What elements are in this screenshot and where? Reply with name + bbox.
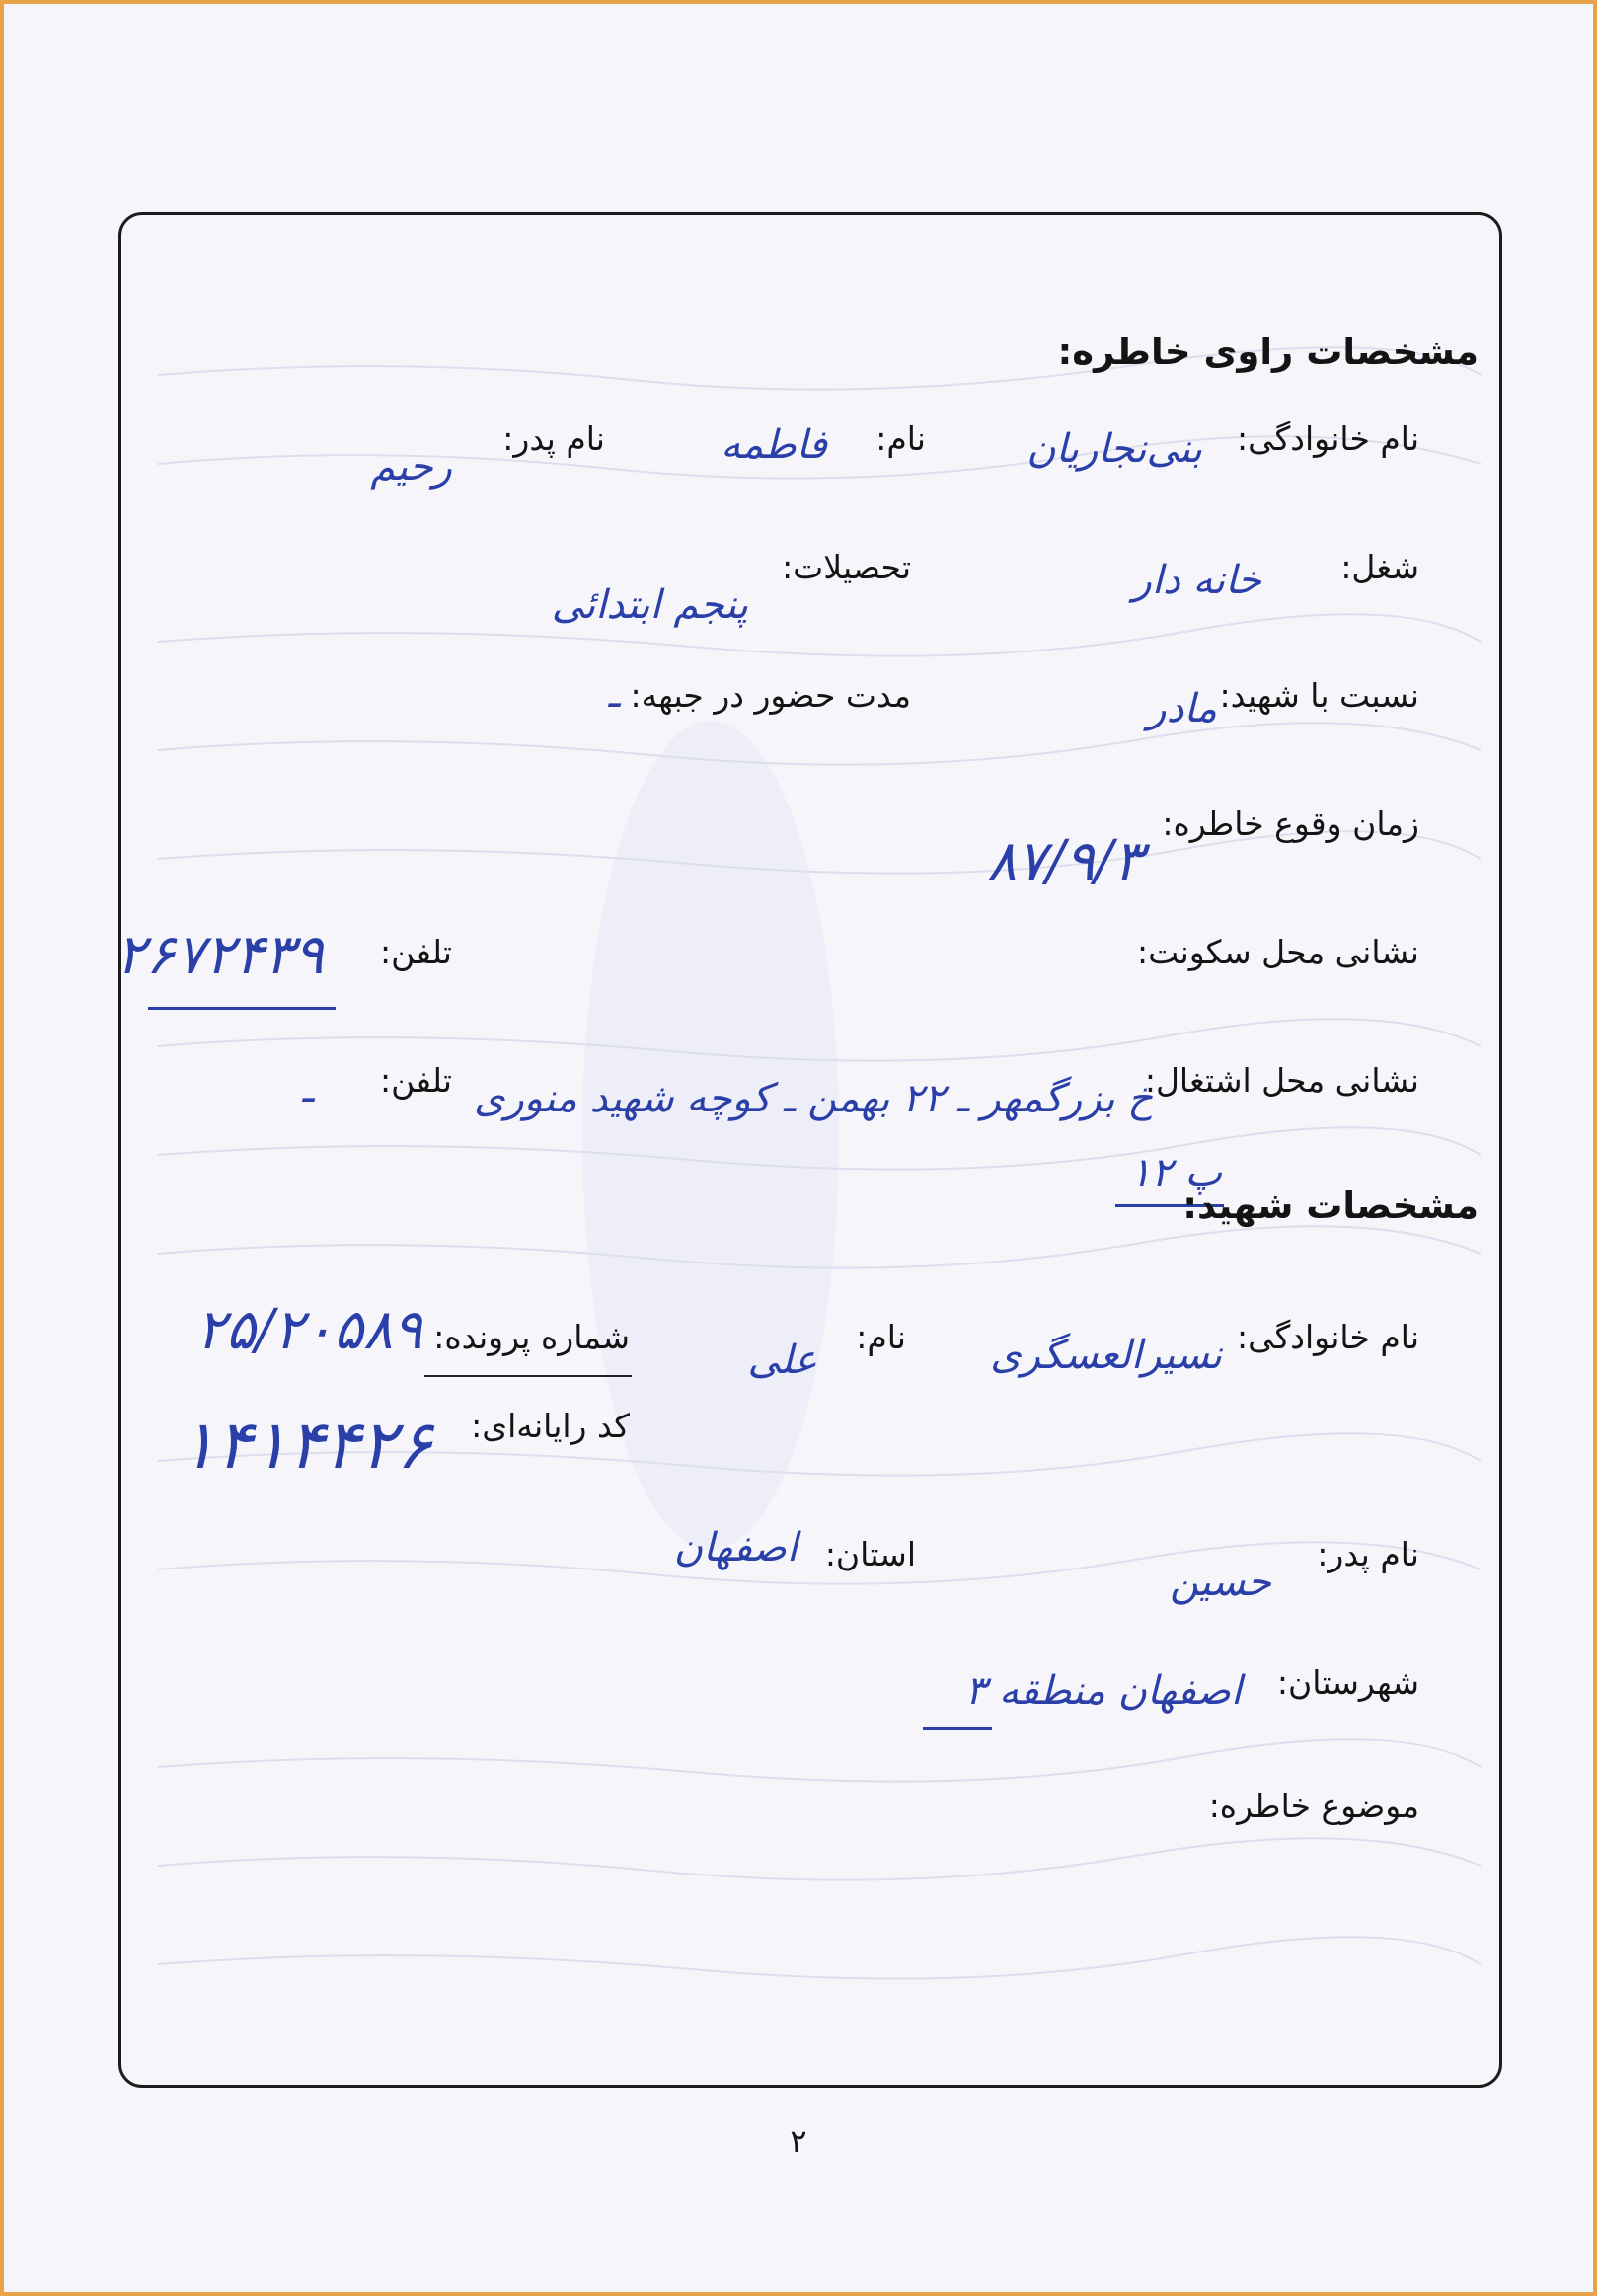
martyr-city-label: شهرستان: — [1276, 1663, 1419, 1702]
narrator-relation-value: مادر — [1147, 686, 1217, 731]
file-number-rule — [424, 1375, 632, 1377]
narrator-education-value: پنجم ابتدائی — [551, 582, 748, 628]
narrator-family-name-label: نام خانوادگی: — [1236, 420, 1419, 458]
narrator-father-name-value: رحیم — [370, 444, 452, 490]
martyr-family-name-value: نسیرالعسگری — [990, 1333, 1222, 1378]
page-number: ۲ — [790, 2122, 807, 2160]
narrator-front-duration-value: ـ — [608, 671, 620, 717]
narrator-heading: مشخصات راوی خاطره: — [1057, 331, 1479, 373]
martyr-computer-code-label: کد رایانه‌ای: — [471, 1407, 630, 1445]
martyr-city-value: اصفهان منطقه ۳ — [964, 1668, 1242, 1714]
narrator-work-phone-label: تلفن: — [379, 1061, 452, 1100]
martyr-family-name-label: نام خانوادگی: — [1236, 1318, 1419, 1356]
narrator-first-name-label: نام: — [875, 420, 926, 458]
home-phone-underline — [148, 1007, 336, 1010]
narrator-work-address-note: پ ۱۲ — [1129, 1150, 1222, 1195]
city-value-underline — [923, 1727, 992, 1730]
narrator-job-value: خانه دار — [1132, 558, 1261, 603]
martyr-computer-code-value: ۱۴۱۴۴۲۶ — [180, 1407, 432, 1485]
martyr-province-value: اصفهان — [673, 1525, 798, 1570]
narrator-work-address-value: خ بزرگمهر ـ ۲۲ بهمن ـ کوچه شهید منوری — [474, 1076, 1153, 1121]
martyr-memory-subject-label: موضوع خاطره: — [1208, 1787, 1419, 1825]
narrator-job-label: شغل: — [1340, 548, 1419, 586]
martyr-file-number-label: شماره پرونده: — [433, 1318, 630, 1356]
narrator-home-address-label: نشانی محل سکونت: — [1137, 933, 1419, 971]
narrator-first-name-value: فاطمه — [721, 422, 827, 468]
narrator-home-phone-value: ۲۶۷۲۴۳۹ — [115, 923, 324, 987]
narrator-relation-label: نسبت با شهید: — [1219, 676, 1419, 715]
martyr-first-name-value: علی — [747, 1338, 817, 1383]
narrator-front-duration-label: مدت حضور در جبهه: — [630, 676, 911, 715]
narrator-father-name-label: نام پدر: — [502, 420, 605, 458]
martyr-province-label: استان: — [824, 1535, 916, 1573]
narrator-home-phone-label: تلفن: — [379, 933, 452, 971]
martyr-father-name-label: نام پدر: — [1317, 1535, 1419, 1573]
martyr-first-name-label: نام: — [856, 1318, 906, 1356]
martyr-heading: مشخصات شهید: — [1182, 1185, 1479, 1227]
narrator-work-phone-value: ـ — [302, 1066, 314, 1111]
martyr-father-name-value: حسین — [1170, 1560, 1271, 1605]
martyr-file-number-value: ۲۵/۲۰۵۸۹ — [195, 1298, 422, 1362]
narrator-education-label: تحصیلات: — [782, 548, 911, 586]
narrator-memory-date-value: ۸۷/۹/۳ — [986, 829, 1143, 893]
narrator-family-name-value: بنی‌نجاریان — [1027, 426, 1202, 472]
narrator-work-address-label: نشانی محل اشتغال: — [1144, 1061, 1419, 1100]
narrator-memory-date-label: زمان وقوع خاطره: — [1162, 804, 1419, 843]
